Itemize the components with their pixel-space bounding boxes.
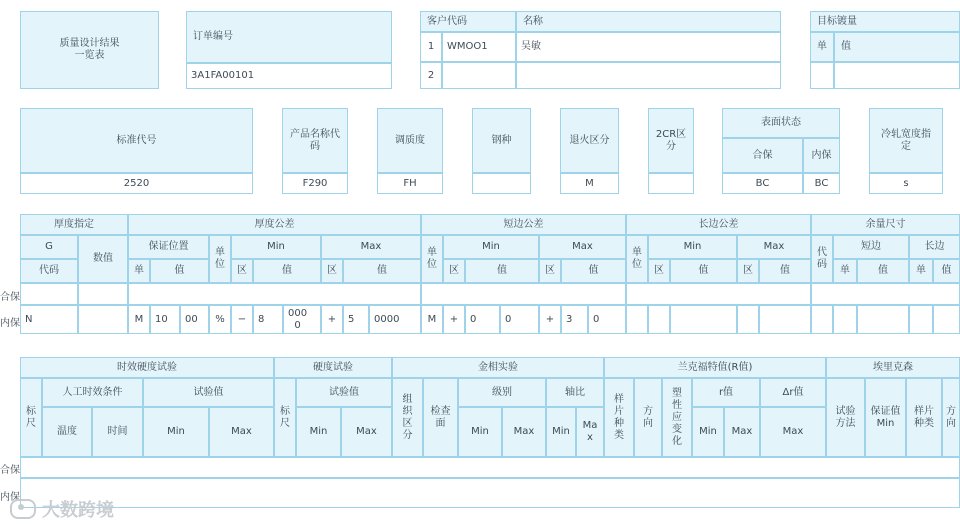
surface-nei-label: 内保 bbox=[803, 138, 840, 173]
nei-thick-max-value-a[interactable]: 5 bbox=[343, 305, 369, 334]
customer-code-value[interactable] bbox=[442, 62, 516, 89]
nei-margin-short-unit[interactable] bbox=[833, 305, 857, 334]
cr2-label: 2CR区 分 bbox=[648, 108, 694, 173]
inspection-face-header: 检查 面 bbox=[423, 378, 458, 457]
nei-thick-max-area[interactable]: + bbox=[321, 305, 343, 334]
target-unit-label: 单 bbox=[810, 32, 834, 62]
he-thickness-cell[interactable] bbox=[128, 283, 421, 305]
he-long-cell[interactable] bbox=[626, 283, 811, 305]
steel-grade-value[interactable] bbox=[472, 173, 531, 194]
target-plating-label: 目标镀量 bbox=[810, 11, 960, 32]
target-value-value[interactable] bbox=[834, 62, 960, 89]
hardness-test-value-header: 试验值 bbox=[296, 378, 392, 407]
long-max-area-header: 区 bbox=[737, 259, 759, 283]
order-number-label: 订单编号 bbox=[186, 11, 392, 63]
hardness-scale-header: 标 尺 bbox=[274, 378, 296, 457]
long-unit-header: 单 位 bbox=[626, 235, 648, 283]
surface-he-label: 合保 bbox=[722, 138, 803, 173]
tests-nei-row[interactable] bbox=[20, 478, 960, 508]
nei-unit[interactable]: % bbox=[209, 305, 231, 334]
tests-row-label-nei: 内保 bbox=[0, 492, 20, 503]
customer-row-number: 1 bbox=[420, 32, 442, 62]
grade-max-header: Max bbox=[502, 407, 546, 457]
pos-value-header: 值 bbox=[150, 259, 209, 283]
time-header: 时间 bbox=[92, 407, 143, 457]
nei-short-max-value-b[interactable]: 0 bbox=[588, 305, 626, 334]
watermark-text: 大数跨境 bbox=[42, 500, 114, 521]
aging-test-value-header: 试验值 bbox=[143, 378, 274, 407]
short-max-area-header: 区 bbox=[539, 259, 561, 283]
scale-header: 标 尺 bbox=[20, 378, 42, 457]
customer-name-value[interactable]: 吴敏 bbox=[516, 32, 781, 62]
thickness-max-header: Max bbox=[321, 235, 421, 259]
delta-r-max-header: Max bbox=[760, 407, 826, 457]
watermark-logo-icon bbox=[10, 499, 36, 519]
grade-min-header: Min bbox=[458, 407, 502, 457]
long-max-value-header: 值 bbox=[759, 259, 811, 283]
grade-header: 级别 bbox=[458, 378, 546, 407]
thick-min-value-header: 值 bbox=[253, 259, 321, 283]
thick-min-area-header: 区 bbox=[231, 259, 253, 283]
direction2-header: 方 向 bbox=[942, 378, 960, 457]
direction-header: 方 向 bbox=[634, 378, 662, 457]
thickness-tolerance-header: 厚度公差 bbox=[128, 214, 421, 235]
margin-code-header: 代 码 bbox=[811, 235, 833, 283]
thickness-min-header: Min bbox=[231, 235, 321, 259]
nei-short-max-value-a[interactable]: 3 bbox=[561, 305, 588, 334]
aging-max-header: Max bbox=[209, 407, 274, 457]
surface-state-label: 表面状态 bbox=[722, 108, 840, 138]
temper-label: 调质度 bbox=[377, 108, 443, 173]
metallographic-header: 金相实验 bbox=[392, 357, 604, 378]
short-min-header: Min bbox=[443, 235, 539, 259]
nei-short-min-value-a[interactable]: 0 bbox=[465, 305, 500, 334]
nei-short-max-area[interactable]: + bbox=[539, 305, 561, 334]
short-edge-tolerance-header: 短边公差 bbox=[421, 214, 626, 235]
margin-long-header: 长边 bbox=[909, 235, 960, 259]
margin-short-header: 短边 bbox=[833, 235, 909, 259]
short-max-header: Max bbox=[539, 235, 626, 259]
nei-long-unit[interactable] bbox=[626, 305, 648, 334]
steel-grade-label: 钢种 bbox=[472, 108, 531, 173]
sample-type-header: 样 片 种 类 bbox=[604, 378, 634, 457]
margin-short-value-header: 值 bbox=[857, 259, 909, 283]
nei-pos-unit[interactable]: M bbox=[128, 305, 150, 334]
axis-ratio-header: 轴比 bbox=[546, 378, 604, 407]
nei-thick-min-value-b[interactable]: 000 0 bbox=[283, 305, 321, 334]
product-code-value[interactable]: F290 bbox=[282, 173, 348, 194]
thick-max-area-header: 区 bbox=[321, 259, 343, 283]
watermark bbox=[10, 496, 114, 522]
short-min-value-header: 值 bbox=[465, 259, 539, 283]
report-title: 质量设计结果 一览表 bbox=[20, 11, 159, 89]
nei-margin-code[interactable] bbox=[811, 305, 833, 334]
delta-r-header: Δr值 bbox=[760, 378, 826, 407]
customer-code-label: 客户代码 bbox=[420, 11, 516, 32]
nei-margin-long-value[interactable] bbox=[933, 305, 960, 334]
nei-long-max-value[interactable] bbox=[759, 305, 811, 334]
axis-min-header: Min bbox=[546, 407, 576, 457]
unit-header: 单 位 bbox=[209, 235, 231, 283]
r-min-header: Min bbox=[692, 407, 724, 457]
numeric-value-header: 数值 bbox=[78, 235, 128, 283]
nei-long-min-area[interactable] bbox=[648, 305, 670, 334]
nei-margin-short-value[interactable] bbox=[857, 305, 909, 334]
temper-value[interactable]: FH bbox=[377, 173, 443, 194]
target-value-label: 值 bbox=[834, 32, 960, 62]
cr2-value[interactable] bbox=[648, 173, 694, 194]
long-min-value-header: 值 bbox=[670, 259, 737, 283]
target-unit-value[interactable] bbox=[810, 62, 834, 89]
nei-short-min-area[interactable]: + bbox=[443, 305, 465, 334]
customer-name-value[interactable] bbox=[516, 62, 781, 89]
long-min-area-header: 区 bbox=[648, 259, 670, 283]
axis-max-header: Ma x bbox=[576, 407, 604, 457]
sample-type2-header: 样片 种类 bbox=[906, 378, 942, 457]
customer-row-number: 2 bbox=[420, 62, 442, 89]
he-code-cell[interactable] bbox=[20, 283, 78, 305]
long-min-header: Min bbox=[648, 235, 737, 259]
thickness-spec-header: 厚度指定 bbox=[20, 214, 128, 235]
row-label-he: 合保 bbox=[0, 292, 20, 303]
nei-long-max-area[interactable] bbox=[737, 305, 759, 334]
long-edge-tolerance-header: 长边公差 bbox=[626, 214, 811, 235]
annealing-label: 退火区分 bbox=[560, 108, 619, 173]
product-code-label: 产品名称代 码 bbox=[282, 108, 348, 173]
hardness-min-header: Min bbox=[296, 407, 341, 457]
nei-thick-min-area[interactable]: − bbox=[231, 305, 253, 334]
guarantee-min-header: 保证值 Min bbox=[865, 378, 906, 457]
nei-code-cell[interactable]: N bbox=[20, 305, 78, 334]
margin-short-unit-header: 单 bbox=[833, 259, 857, 283]
nei-long-min-value[interactable] bbox=[670, 305, 737, 334]
short-max-value-header: 值 bbox=[561, 259, 626, 283]
thick-max-value-header: 值 bbox=[343, 259, 421, 283]
artificial-aging-header: 人工时效条件 bbox=[42, 378, 143, 407]
customer-name-label: 名称 bbox=[516, 11, 781, 32]
standard-code-label: 标准代号 bbox=[20, 108, 253, 173]
nei-short-unit[interactable]: M bbox=[421, 305, 443, 334]
he-margin-cell[interactable] bbox=[811, 283, 960, 305]
nei-num-cell[interactable] bbox=[78, 305, 128, 334]
short-min-area-header: 区 bbox=[443, 259, 465, 283]
annealing-value[interactable]: M bbox=[560, 173, 619, 194]
r-value-header: r值 bbox=[692, 378, 760, 407]
rolling-width-label: 冷轧宽度指 定 bbox=[869, 108, 943, 173]
hardness-max-header: Max bbox=[341, 407, 392, 457]
pos-unit-header: 单 bbox=[128, 259, 150, 283]
nei-margin-long-unit[interactable] bbox=[909, 305, 933, 334]
tests-row-label-he: 合保 bbox=[0, 465, 20, 476]
tests-he-row[interactable] bbox=[20, 457, 960, 478]
aging-min-header: Min bbox=[143, 407, 209, 457]
structure-zone-header: 组 织 区 分 bbox=[392, 378, 423, 457]
short-unit-header: 单 位 bbox=[421, 235, 443, 283]
rolling-width-value[interactable]: s bbox=[869, 173, 943, 194]
plastic-strain-header: 塑 性 应 变 化 bbox=[662, 378, 692, 457]
nei-thick-max-value-b[interactable]: 0000 bbox=[369, 305, 421, 334]
he-short-cell[interactable] bbox=[421, 283, 626, 305]
nei-pos-value-b[interactable]: 00 bbox=[180, 305, 209, 334]
surface-he-value[interactable]: BC bbox=[722, 173, 803, 194]
nei-short-min-value-b[interactable]: 0 bbox=[500, 305, 539, 334]
aging-hardness-header: 时效硬度试验 bbox=[20, 357, 274, 378]
nei-pos-value-a[interactable]: 10 bbox=[150, 305, 180, 334]
lankford-header: 兰克福特值(R值) bbox=[604, 357, 826, 378]
g-header: G bbox=[20, 235, 78, 259]
row-label-nei: 内保 bbox=[0, 318, 20, 329]
guarantee-position-header: 保证位置 bbox=[128, 235, 209, 259]
nei-thick-min-value-a[interactable]: 8 bbox=[253, 305, 283, 334]
temperature-header: 温度 bbox=[42, 407, 92, 457]
standard-code-value[interactable]: 2520 bbox=[20, 173, 253, 194]
margin-size-header: 余量尺寸 bbox=[811, 214, 960, 235]
hardness-test-header: 硬度试验 bbox=[274, 357, 392, 378]
margin-long-unit-header: 单 bbox=[909, 259, 933, 283]
test-method-header: 试验 方法 bbox=[826, 378, 865, 457]
surface-nei-value[interactable]: BC bbox=[803, 173, 840, 194]
erichsen-header: 埃里克森 bbox=[826, 357, 960, 378]
long-max-header: Max bbox=[737, 235, 811, 259]
customer-code-value[interactable]: WMOO1 bbox=[442, 32, 516, 62]
margin-long-value-header: 值 bbox=[933, 259, 960, 283]
he-num-cell[interactable] bbox=[78, 283, 128, 305]
order-number-value[interactable]: 3A1FA00101 bbox=[186, 63, 392, 89]
r-max-header: Max bbox=[724, 407, 760, 457]
code-header: 代码 bbox=[20, 259, 78, 283]
